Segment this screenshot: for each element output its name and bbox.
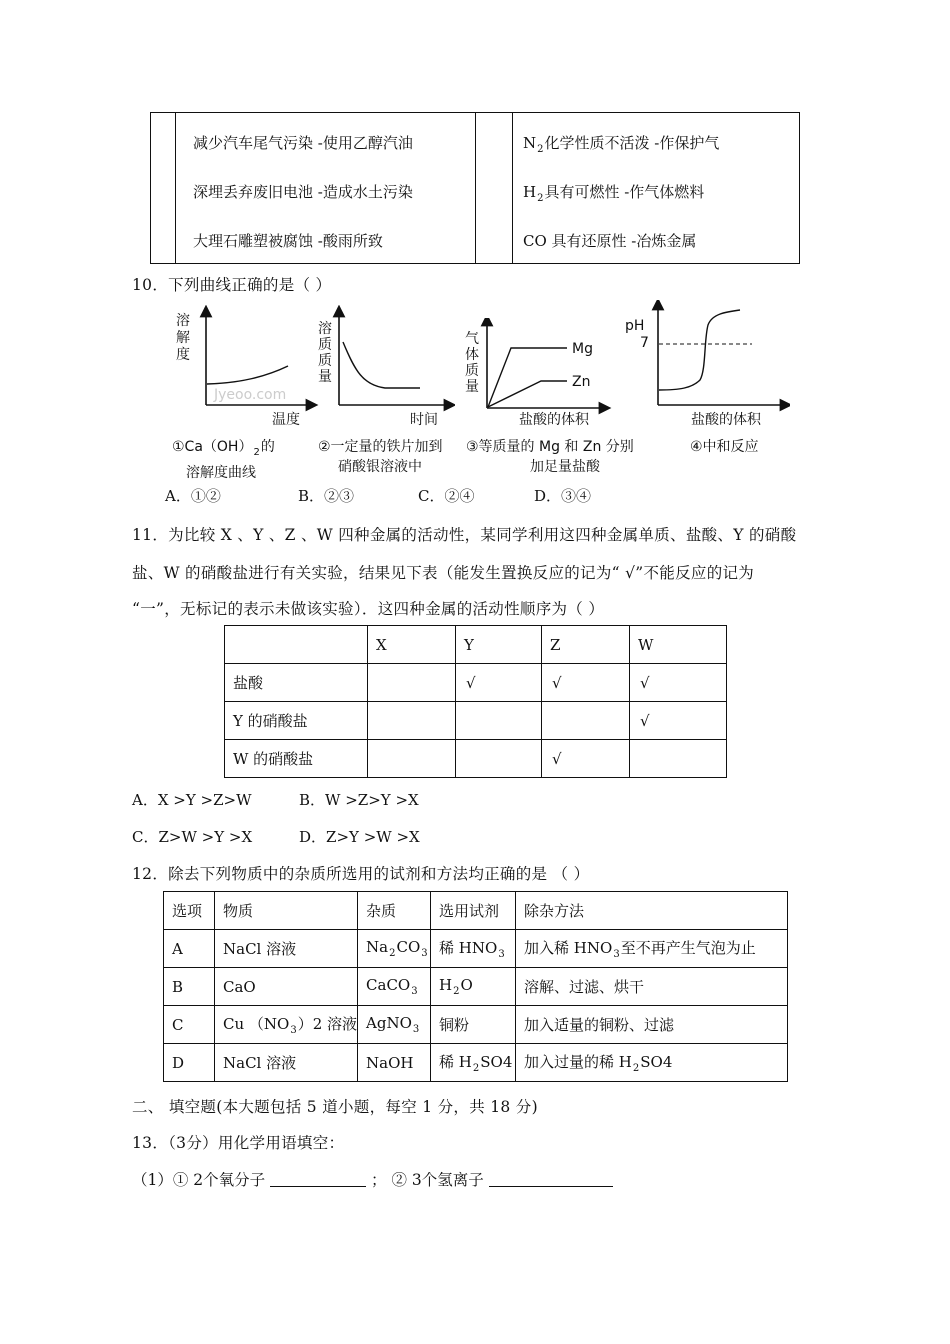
q11-header-x: X [368, 626, 456, 664]
q11-row1-x [368, 664, 456, 702]
table-row [164, 968, 788, 1006]
chart3-xlabel: 盐酸的体积 [519, 412, 589, 428]
q12-row-a-option: A [164, 930, 215, 968]
q12-row-b-reagent: $H_2O$ [431, 968, 516, 1006]
q11-option-c[interactable]: C．Z>W >Y >X [132, 828, 253, 846]
chart3-caption: ③等质量的 Mg 和 Zn 分别 加足量盐酸 [466, 439, 634, 475]
q12-row-c-method: 加入适量的铜粉、过滤 [516, 1006, 788, 1044]
q12-row-a-substance: NaCl 溶液 [215, 930, 358, 968]
chart3-line-mg [488, 348, 567, 407]
q12-row-b-method: 溶解、过滤、烘干 [516, 968, 788, 1006]
chart3-line-zn [488, 381, 567, 407]
table-row [164, 1044, 788, 1082]
q11-row2-x [368, 702, 456, 740]
q11-row3-z: √ [542, 740, 630, 778]
q12-header-option: 选项 [164, 892, 215, 930]
q11-header-y: Y [456, 626, 542, 664]
q11-row1-label: 盐酸 [225, 664, 368, 702]
q10-option-d[interactable]: D．③④ [534, 487, 592, 505]
table-row [225, 740, 727, 778]
q11-row2-w: √ [630, 702, 727, 740]
chart1-ylabel: 溶 解 度 [176, 313, 190, 363]
chart1-xlabel: 温度 [272, 412, 300, 428]
q11-row3-w [630, 740, 727, 778]
q12-row-d-option: D [164, 1044, 215, 1082]
top-left-row-3: 大理石雕塑被腐蚀 -酸雨所致 [193, 232, 383, 250]
q11-row3-y [456, 740, 542, 778]
chart2-ylabel: 溶 质 质 量 [318, 321, 332, 385]
q12-header-substance: 物质 [215, 892, 358, 930]
chart1-caption: $①Ca(OH)_2$的 溶解度曲线 [172, 439, 275, 481]
table-row [225, 664, 727, 702]
q11-row1-y: √ [456, 664, 542, 702]
chart1-curve [207, 366, 288, 384]
q13-stem: 13．（3分）用化学用语填空： [132, 1134, 345, 1152]
top-right-row-1: $N_2$化学性质不活泼 -作保护气 [523, 134, 720, 155]
q11-option-d[interactable]: D．Z>Y >W >X [299, 828, 420, 846]
q12-row-c-reagent: 铜粉 [431, 1006, 516, 1044]
q12-row-b-option: B [164, 968, 215, 1006]
top-table-divider-mid-a [475, 113, 476, 263]
q12-row-d-substance: NaCl 溶液 [215, 1044, 358, 1082]
q11-row1-w: √ [630, 664, 727, 702]
chart4-xlabel: 盐酸的体积 [691, 412, 761, 428]
q10-option-a[interactable]: A．①② [165, 487, 221, 505]
q12-row-b-substance: CaO [215, 968, 358, 1006]
chart4-caption: ④中和反应 [690, 439, 759, 455]
q11-row3-x [368, 740, 456, 778]
q12-row-a-method: 加入稀 $HNO_3$至不再产生气泡为止 [516, 930, 788, 968]
q11-row3-label: W 的硝酸盐 [225, 740, 368, 778]
q11-row2-z [542, 702, 630, 740]
q11-stem-line-2: 盐、W 的硝酸盐进行有关实验，结果见下表（能发生置换反应的记为“ √”不能反应的记为 [132, 564, 755, 582]
top-table-divider-left [175, 113, 176, 263]
top-table [150, 112, 800, 264]
q11-row2-label: Y 的硝酸盐 [225, 702, 368, 740]
q10-stem: 10．下列曲线正确的是（ ） [132, 276, 332, 294]
chart2-xlabel: 时间 [410, 412, 438, 428]
q12-stem: 12．除去下列物质中的杂质所选用的试剂和方法均正确的是 （ ） [132, 865, 590, 883]
chart4-ylabel: pH [625, 318, 645, 334]
table-row [225, 702, 727, 740]
top-right-row-2: $H_2$具有可燃性 -作气体燃料 [523, 183, 705, 204]
q12-row-c-substance: Cu $(NO_3)2$ 溶液 [215, 1006, 358, 1044]
q10-option-c[interactable]: C．②④ [418, 487, 475, 505]
table-row [164, 930, 788, 968]
q11-option-a[interactable]: A．X >Y >Z>W [132, 791, 252, 809]
q11-stem-line-3: “一”，无标记的表示未做该实验）．这四种金属的活动性顺序为（ ） [132, 600, 605, 618]
chart2-caption: ②一定量的铁片加到 硝酸银溶液中 [318, 439, 443, 475]
chart3-ylabel: 气 体 质 量 [465, 331, 479, 395]
q13-blank-2[interactable] [489, 1170, 613, 1187]
top-left-row-2: 深埋丢弃废旧电池 -造成水土污染 [193, 183, 413, 201]
q12-row-c-option: C [164, 1006, 215, 1044]
q12-header-reagent: 选用试剂 [431, 892, 516, 930]
chart4-curve [659, 310, 740, 390]
top-table-divider-mid-b [512, 113, 513, 263]
q11-stem-line-1: 11．为比较 X 、Y 、Z 、W 四种金属的活动性，某同学利用这四种金属单质、盐酸、Y 的硝酸 [132, 526, 797, 544]
chart3-series-zn: Zn [572, 374, 591, 390]
q11-header-z: Z [542, 626, 630, 664]
q11-table [224, 625, 727, 778]
q11-header-w: W [630, 626, 727, 664]
q11-row1-z: √ [542, 664, 630, 702]
top-left-row-1: 减少汽车尾气污染 -使用乙醇汽油 [193, 134, 413, 152]
q11-option-b[interactable]: B．W >Z>Y >X [299, 791, 419, 809]
section-2-heading: 二、 填空题(本大题包括 5 道小题，每空 1 分，共 18 分) [132, 1098, 538, 1116]
chart1-watermark: Jyeoo.com [214, 387, 287, 403]
q12-row-a-impurity: $Na_2CO_3$ [358, 930, 431, 968]
q12-row-c-impurity: AgNO$_3$ [358, 1006, 431, 1044]
top-right-row-3: CO 具有还原性 -冶炼金属 [523, 232, 697, 250]
q11-header-blank [225, 626, 368, 664]
q11-row2-y [456, 702, 542, 740]
q10-chart-4 [640, 300, 790, 425]
q12-row-d-reagent: 稀 $H_2SO4$ [431, 1044, 516, 1082]
q13-blank-1[interactable] [270, 1170, 366, 1187]
q12-header-impurity: 杂质 [358, 892, 431, 930]
chart2-curve [343, 342, 420, 388]
q12-row-a-reagent: 稀 $HNO_3$ [431, 930, 516, 968]
q13-line-1: （1）① 2个氧分子 ； ② 3个氢离子 [132, 1168, 613, 1190]
chart4-ytick-7: 7 [640, 335, 649, 351]
q12-row-d-impurity: NaOH [358, 1044, 431, 1082]
q12-table [163, 891, 788, 1082]
q12-header-method: 除杂方法 [516, 892, 788, 930]
chart3-series-mg: Mg [572, 341, 593, 357]
q10-option-b[interactable]: B．②③ [298, 487, 355, 505]
q12-row-b-impurity: CaCO$_3$ [358, 968, 431, 1006]
q12-row-d-method: 加入过量的稀 $H_2SO4$ [516, 1044, 788, 1082]
table-row [164, 1006, 788, 1044]
